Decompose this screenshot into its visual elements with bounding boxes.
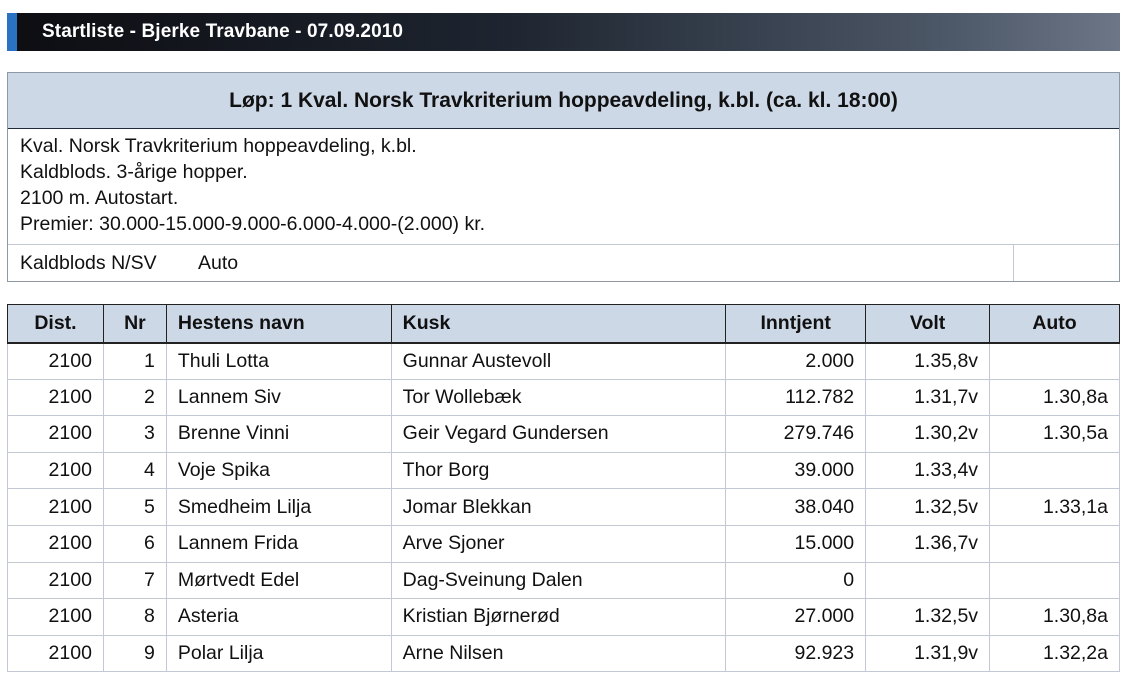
cell-volt — [866, 562, 990, 599]
cell-driver: Gunnar Austevoll — [391, 343, 726, 380]
cell-auto — [990, 452, 1120, 489]
cell-auto: 1.30,5a — [990, 416, 1120, 453]
table-row — [8, 452, 1120, 489]
table-header-row — [8, 305, 1120, 343]
cell-auto — [990, 343, 1120, 380]
column-header-nr: Nr — [103, 305, 166, 343]
cell-driver: Thor Borg — [391, 452, 726, 489]
cell-dist: 2100 — [8, 599, 104, 636]
table-row — [8, 635, 1120, 672]
table-row — [8, 562, 1120, 599]
cell-driver: Kristian Bjørnerød — [391, 599, 726, 636]
cell-driver: Arve Sjoner — [391, 525, 726, 562]
cell-volt: 1.33,4v — [866, 452, 990, 489]
column-header-dist: Dist. — [8, 305, 104, 343]
cell-volt: 1.35,8v — [866, 343, 990, 380]
table-row — [8, 343, 1120, 380]
column-header-horse: Hestens navn — [166, 305, 391, 343]
cell-horse-name: Mørtvedt Edel — [166, 562, 391, 599]
cell-earned: 15.000 — [726, 525, 866, 562]
cell-volt: 1.36,7v — [866, 525, 990, 562]
column-header-driver: Kusk — [391, 305, 726, 343]
cell-dist: 2100 — [8, 635, 104, 672]
cell-driver: Tor Wollebæk — [391, 379, 726, 416]
cell-volt: 1.31,7v — [866, 379, 990, 416]
race-heading: Løp: 1 Kval. Norsk Travkriterium hoppeavdeling, k.bl. (ca. kl. 18:00) — [8, 73, 1119, 129]
cell-nr: 5 — [103, 489, 166, 526]
cell-dist: 2100 — [8, 416, 104, 453]
cell-auto: 1.33,1a — [990, 489, 1120, 526]
title-accent-stripe — [7, 13, 17, 51]
cell-volt: 1.32,5v — [866, 599, 990, 636]
cell-driver: Geir Vegard Gundersen — [391, 416, 726, 453]
cell-earned: 2.000 — [726, 343, 866, 380]
cell-nr: 4 — [103, 452, 166, 489]
cell-driver: Arne Nilsen — [391, 635, 726, 672]
cell-horse-name: Smedheim Lilja — [166, 489, 391, 526]
race-description-line: Kval. Norsk Travkriterium hoppeavdeling, k.bl. — [20, 135, 417, 157]
race-footer-row — [8, 245, 1119, 281]
cell-dist: 2100 — [8, 343, 104, 380]
race-description-line: 2100 m. Autostart. — [20, 187, 179, 209]
cell-earned: 38.040 — [726, 489, 866, 526]
cell-horse-name: Lannem Frida — [166, 525, 391, 562]
cell-horse-name: Lannem Siv — [166, 379, 391, 416]
cell-driver: Jomar Blekkan — [391, 489, 726, 526]
race-description — [8, 129, 1119, 245]
cell-nr: 8 — [103, 599, 166, 636]
cell-dist: 2100 — [8, 562, 104, 599]
table-row — [8, 525, 1120, 562]
race-breed: Kaldblods N/SV — [20, 251, 157, 274]
cell-dist: 2100 — [8, 452, 104, 489]
cell-horse-name: Polar Lilja — [166, 635, 391, 672]
cell-auto — [990, 525, 1120, 562]
page-title: Startliste - Bjerke Travbane - 07.09.2010 — [42, 21, 404, 42]
cell-earned: 92.923 — [726, 635, 866, 672]
cell-earned: 39.000 — [726, 452, 866, 489]
cell-earned: 0 — [726, 562, 866, 599]
cell-horse-name: Thuli Lotta — [166, 343, 391, 380]
cell-volt: 1.30,2v — [866, 416, 990, 453]
column-header-earned: Inntjent — [726, 305, 866, 343]
table-row — [8, 599, 1120, 636]
cell-earned: 27.000 — [726, 599, 866, 636]
column-header-auto: Auto — [990, 305, 1120, 343]
cell-nr: 2 — [103, 379, 166, 416]
cell-dist: 2100 — [8, 379, 104, 416]
table-row — [8, 489, 1120, 526]
cell-horse-name: Brenne Vinni — [166, 416, 391, 453]
cell-auto — [990, 562, 1120, 599]
startlist-table — [7, 304, 1120, 672]
cell-nr: 7 — [103, 562, 166, 599]
table-row — [8, 379, 1120, 416]
cell-horse-name: Asteria — [166, 599, 391, 636]
cell-auto: 1.30,8a — [990, 379, 1120, 416]
table-row — [8, 416, 1120, 453]
race-description-line: Kaldblods. 3-årige hopper. — [20, 161, 248, 183]
cell-nr: 6 — [103, 525, 166, 562]
race-start-type: Auto — [198, 245, 1014, 281]
cell-auto: 1.32,2a — [990, 635, 1120, 672]
race-description-line: Premier: 30.000-15.000-9.000-6.000-4.000-(2.000) kr. — [20, 213, 486, 235]
cell-horse-name: Voje Spika — [166, 452, 391, 489]
title-bar — [7, 13, 1120, 51]
cell-nr: 3 — [103, 416, 166, 453]
cell-volt: 1.31,9v — [866, 635, 990, 672]
race-info-box — [7, 72, 1120, 282]
cell-volt: 1.32,5v — [866, 489, 990, 526]
cell-auto: 1.30,8a — [990, 599, 1120, 636]
column-header-volt: Volt — [866, 305, 990, 343]
cell-dist: 2100 — [8, 489, 104, 526]
cell-nr: 9 — [103, 635, 166, 672]
cell-dist: 2100 — [8, 525, 104, 562]
cell-earned: 279.746 — [726, 416, 866, 453]
cell-earned: 112.782 — [726, 379, 866, 416]
cell-driver: Dag-Sveinung Dalen — [391, 562, 726, 599]
cell-nr: 1 — [103, 343, 166, 380]
